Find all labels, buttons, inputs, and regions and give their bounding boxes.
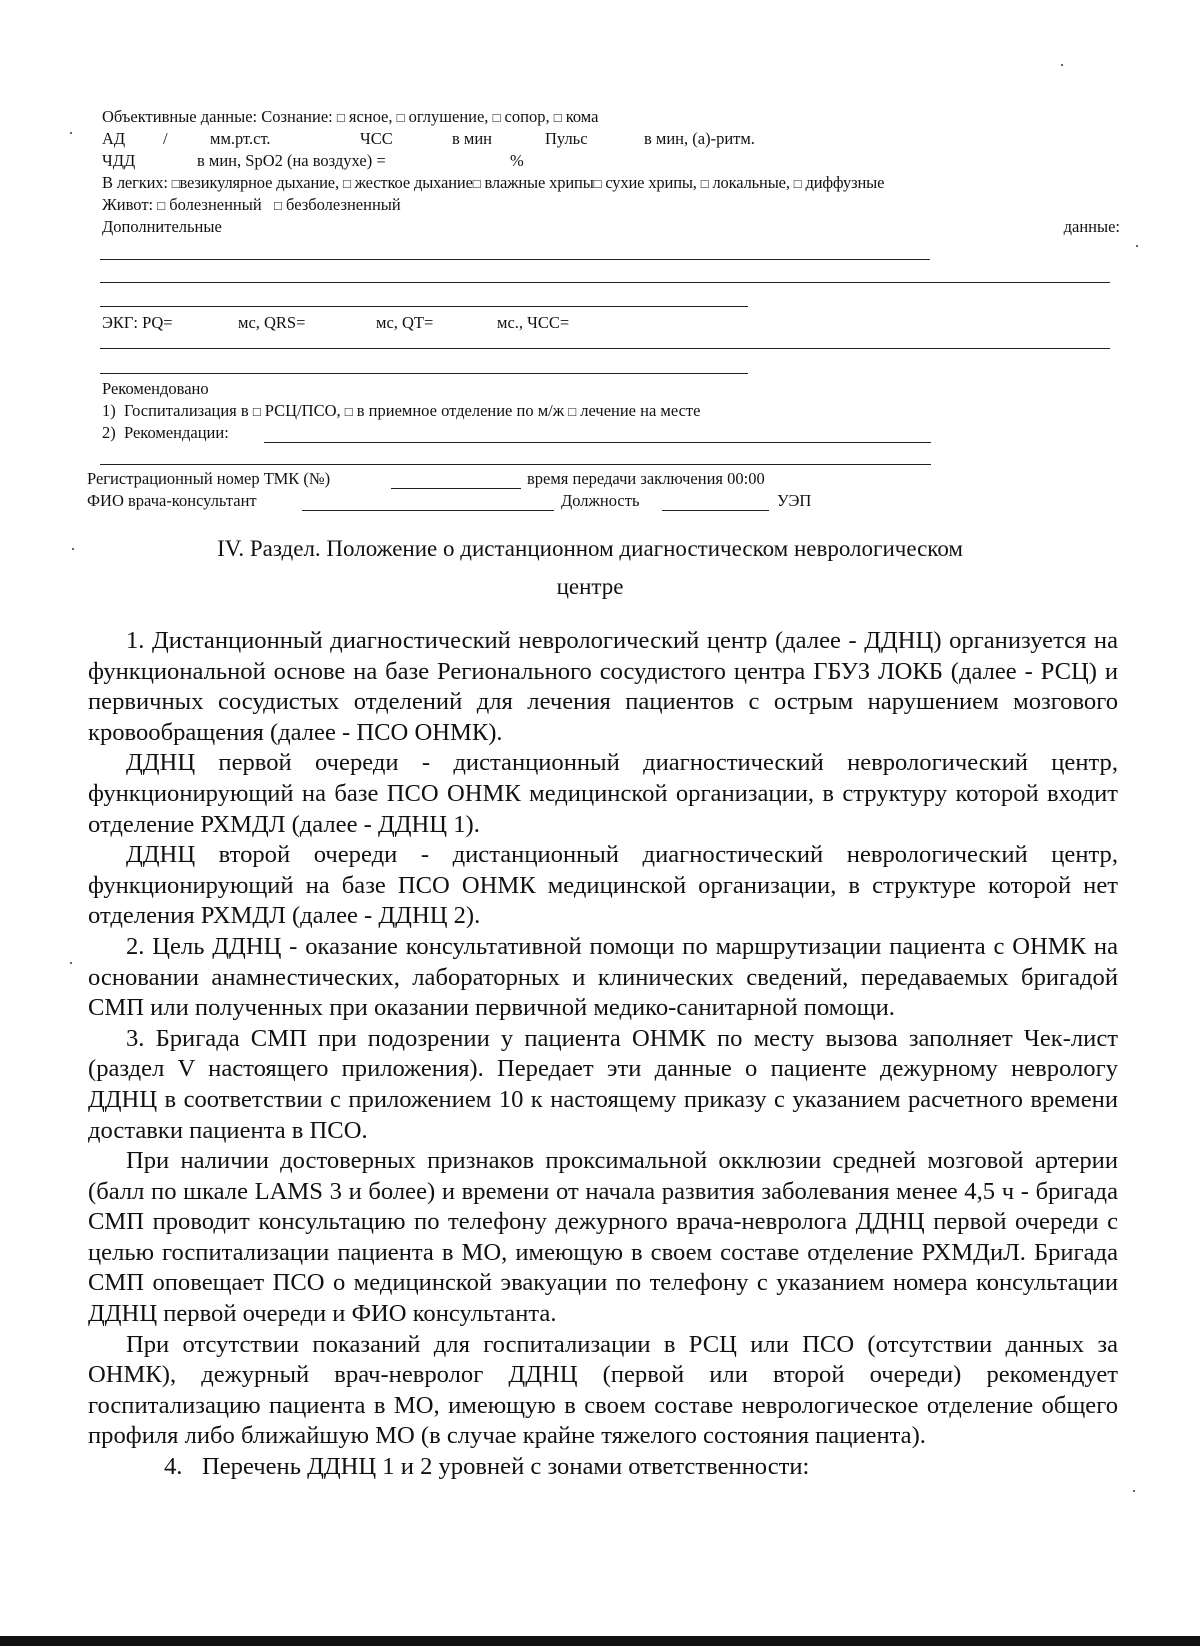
abdomen-label: Живот:: [102, 195, 154, 214]
consultation-form: [102, 106, 1120, 238]
option-treat-on-site: лечение на месте: [580, 401, 701, 420]
paragraph-5: 3. Бригада СМП при подозрении у пациента ОНМК по месту вызова заполняет Чек-лист (раздел V настоящего приложения). Передает эти данные о пациенте дежурному неврологу ДДНЦ в соответствии с приложением 10 к настоящему приказу с указанием расчетного времени доставки пациента в ПСО.: [88, 1024, 1118, 1144]
rec2-line-1[interactable]: [264, 442, 931, 443]
checkbox-icon[interactable]: □: [472, 176, 481, 191]
option-dry-rales: сухие хрипы,: [605, 173, 697, 192]
checkbox-icon[interactable]: □: [274, 198, 282, 213]
rec1-num: 1): [102, 401, 116, 420]
option-sopor: сопор,: [504, 107, 550, 126]
checkbox-icon[interactable]: □: [793, 176, 802, 191]
position-line[interactable]: [662, 510, 769, 511]
ecg-pq: ЭКГ: PQ=: [102, 313, 173, 332]
uep-label: УЭП: [777, 491, 812, 510]
consciousness-row: [102, 106, 1120, 128]
rec2-num: 2): [102, 423, 116, 442]
scan-speck: [1136, 245, 1138, 247]
rec2-line-2[interactable]: [100, 464, 931, 465]
scan-speck: [70, 132, 72, 134]
checkbox-icon[interactable]: □: [700, 176, 709, 191]
scan-speck: [72, 548, 74, 550]
rec2-text: Рекомендации:: [124, 423, 229, 442]
signature-block: [87, 468, 847, 512]
additional-label-end: данные:: [1063, 217, 1120, 236]
additional-line-3[interactable]: [100, 306, 748, 307]
paragraph-2: ДДНЦ первой очереди - дистанционный диагностический неврологический центр, функционирующий на базе ПСО ОНМК медицинской организации, в структуру которой входит отделение РХМДЛ (далее - ДДНЦ 1).: [88, 749, 1118, 838]
checkbox-icon[interactable]: □: [396, 110, 405, 125]
additional-row: [102, 216, 1120, 238]
option-rsc-pso: РСЦ/ПСО,: [264, 401, 341, 420]
chss-label: ЧСС: [360, 129, 393, 148]
paragraph-1: 1. Дистанционный диагностический неврологический центр (далее - ДДНЦ) организуется на функциональной основе на базе Регионального сосудистого центра ГБУЗ ЛОКБ (далее - РСЦ) и первичных сосудистых отделений для лечения пациентов с острым нарушением мозгового кровообращения (далее - ПСО ОНМК).: [88, 627, 1118, 746]
recommended-label: Рекомендовано: [102, 379, 209, 398]
abdomen-row: [102, 194, 1120, 216]
rec2-row: [102, 422, 1120, 444]
option-clear: ясное,: [348, 107, 393, 126]
ad-unit: мм.рт.ст.: [210, 129, 271, 148]
recommended-row: [102, 378, 1120, 400]
scan-speck: [1061, 64, 1063, 66]
ecg-row: [102, 312, 1120, 334]
lungs-row: [102, 172, 1120, 194]
checkbox-icon[interactable]: □: [593, 176, 602, 191]
paragraph-7: При отсутствии показаний для госпитализации в РСЦ или ПСО (отсутствии данных за ОНМК), дежурный врач-невролог ДДНЦ (первой или второй очереди) рекомендует госпитализацию пациента в МО, имеющую в своем составе неврологическое отделение общего профиля либо ближайшую МО (в случае крайне тяжелого состояния пациента).: [88, 1330, 1118, 1450]
scan-speck: [70, 962, 72, 964]
vitals-row: [102, 128, 1120, 150]
body-text: [88, 626, 1118, 1483]
lungs-label: В легких:: [102, 173, 168, 192]
option-stupor-light: оглушение,: [408, 107, 489, 126]
option-coma: кома: [565, 107, 599, 126]
rec1-text: Госпитализация в: [124, 401, 249, 420]
chdd-label: ЧДД: [102, 151, 136, 170]
position-label: Должность: [561, 491, 640, 510]
paragraph-4: 2. Цель ДДНЦ - оказание консультативной помощи по маршрутизации пациента с ОНМК на основании анамнестических, лабораторных и клинических сведений, передаваемых бригадой СМП или полученных при оказании первичной медико-санитарной помощи.: [88, 932, 1118, 1022]
doctor-name-line[interactable]: [302, 510, 554, 511]
objective-label: Объективные данные: Сознание:: [102, 107, 333, 126]
chss-unit: в мин: [452, 129, 493, 148]
checkbox-icon[interactable]: □: [568, 404, 577, 419]
spo2-unit: %: [510, 151, 524, 170]
registration-row: [87, 468, 847, 490]
scan-speck: [1133, 1490, 1135, 1492]
checkbox-icon[interactable]: □: [492, 110, 501, 125]
ad-label: АД: [102, 129, 126, 148]
checkbox-icon[interactable]: □: [336, 110, 345, 125]
checkbox-icon[interactable]: □: [344, 404, 353, 419]
additional-line-2[interactable]: [100, 282, 1110, 283]
ecg-qt: мс, QT=: [376, 313, 434, 332]
ecg-chss: мс., ЧСС=: [497, 313, 570, 332]
paragraph-8: [88, 1452, 1118, 1483]
transfer-time-label: время передачи заключения 00:00: [527, 469, 765, 488]
chdd-unit: в мин, SpO2 (на воздухе) =: [197, 151, 386, 170]
option-painful: болезненный: [169, 195, 262, 214]
additional-line-1[interactable]: [100, 259, 930, 260]
checkbox-icon[interactable]: □: [157, 198, 166, 213]
option-wet-rales: влажные хрипы: [484, 173, 594, 192]
ecg-line-1[interactable]: [100, 348, 1110, 349]
doctor-label: ФИО врача-консультант: [87, 491, 257, 510]
option-diffuse: диффузные: [805, 173, 885, 192]
ecg-block: [102, 312, 1120, 334]
ad-slash: /: [163, 129, 168, 148]
checkbox-icon[interactable]: □: [252, 404, 261, 419]
option-admission: в приемное отделение по м/ж: [356, 401, 565, 420]
section-title-line1: IV. Раздел. Положение о дистанционном диагностическом неврологическом: [217, 536, 963, 561]
rec1-row: [102, 400, 1120, 422]
recommendations-block: [102, 378, 1120, 444]
pulse-label: Пульс: [545, 129, 588, 148]
doctor-row: [87, 490, 847, 512]
list-text: Перечень ДДНЦ 1 и 2 уровней с зонами ответственности:: [202, 1453, 810, 1481]
option-local: локальные,: [712, 173, 790, 192]
paragraph-3: ДДНЦ второй очереди - дистанционный диагностический неврологический центр, функционирующий на базе ПСО ОНМК медицинской организации, в структуре которой нет отделения РХМДЛ (далее - ДДНЦ 2).: [88, 841, 1118, 930]
additional-label: Дополнительные: [102, 217, 222, 236]
reg-label: Регистрационный номер ТМК (№): [87, 469, 331, 488]
scan-bottom-edge: [0, 1636, 1200, 1646]
list-number: 4.: [164, 1453, 183, 1481]
option-hard-breathing: жесткое дыхание: [354, 173, 473, 192]
section-title-line2: центре: [556, 574, 624, 599]
checkbox-icon[interactable]: □: [342, 176, 351, 191]
section-title: [80, 530, 1100, 606]
reg-number-line[interactable]: [391, 488, 521, 489]
ecg-qrs: мс, QRS=: [238, 313, 306, 332]
respiration-row: [102, 150, 1120, 172]
option-painless: безболезненный: [286, 195, 401, 214]
option-vesicular: везикулярное дыхание,: [179, 173, 339, 192]
checkbox-icon[interactable]: □: [553, 110, 562, 125]
checkbox-icon[interactable]: □: [171, 176, 180, 191]
ecg-line-2[interactable]: [100, 373, 748, 374]
paragraph-6: При наличии достоверных признаков проксимальной окклюзии средней мозговой артерии (балл по шкале LAMS 3 и более) и времени от начала развития заболевания менее 4,5 ч - бригада СМП проводит консультацию по телефону дежурного врача-невролога ДДНЦ первой очереди с целью госпитализации пациента в МО, имеющую в своем составе отделение РХМДиЛ. Бригада СМП оповещает ПСО о медицинской эвакуации по телефону с указанием номера консультации ДДНЦ первой очереди и ФИО консультанта.: [88, 1147, 1118, 1328]
pulse-unit: в мин, (а)-ритм.: [644, 129, 755, 148]
